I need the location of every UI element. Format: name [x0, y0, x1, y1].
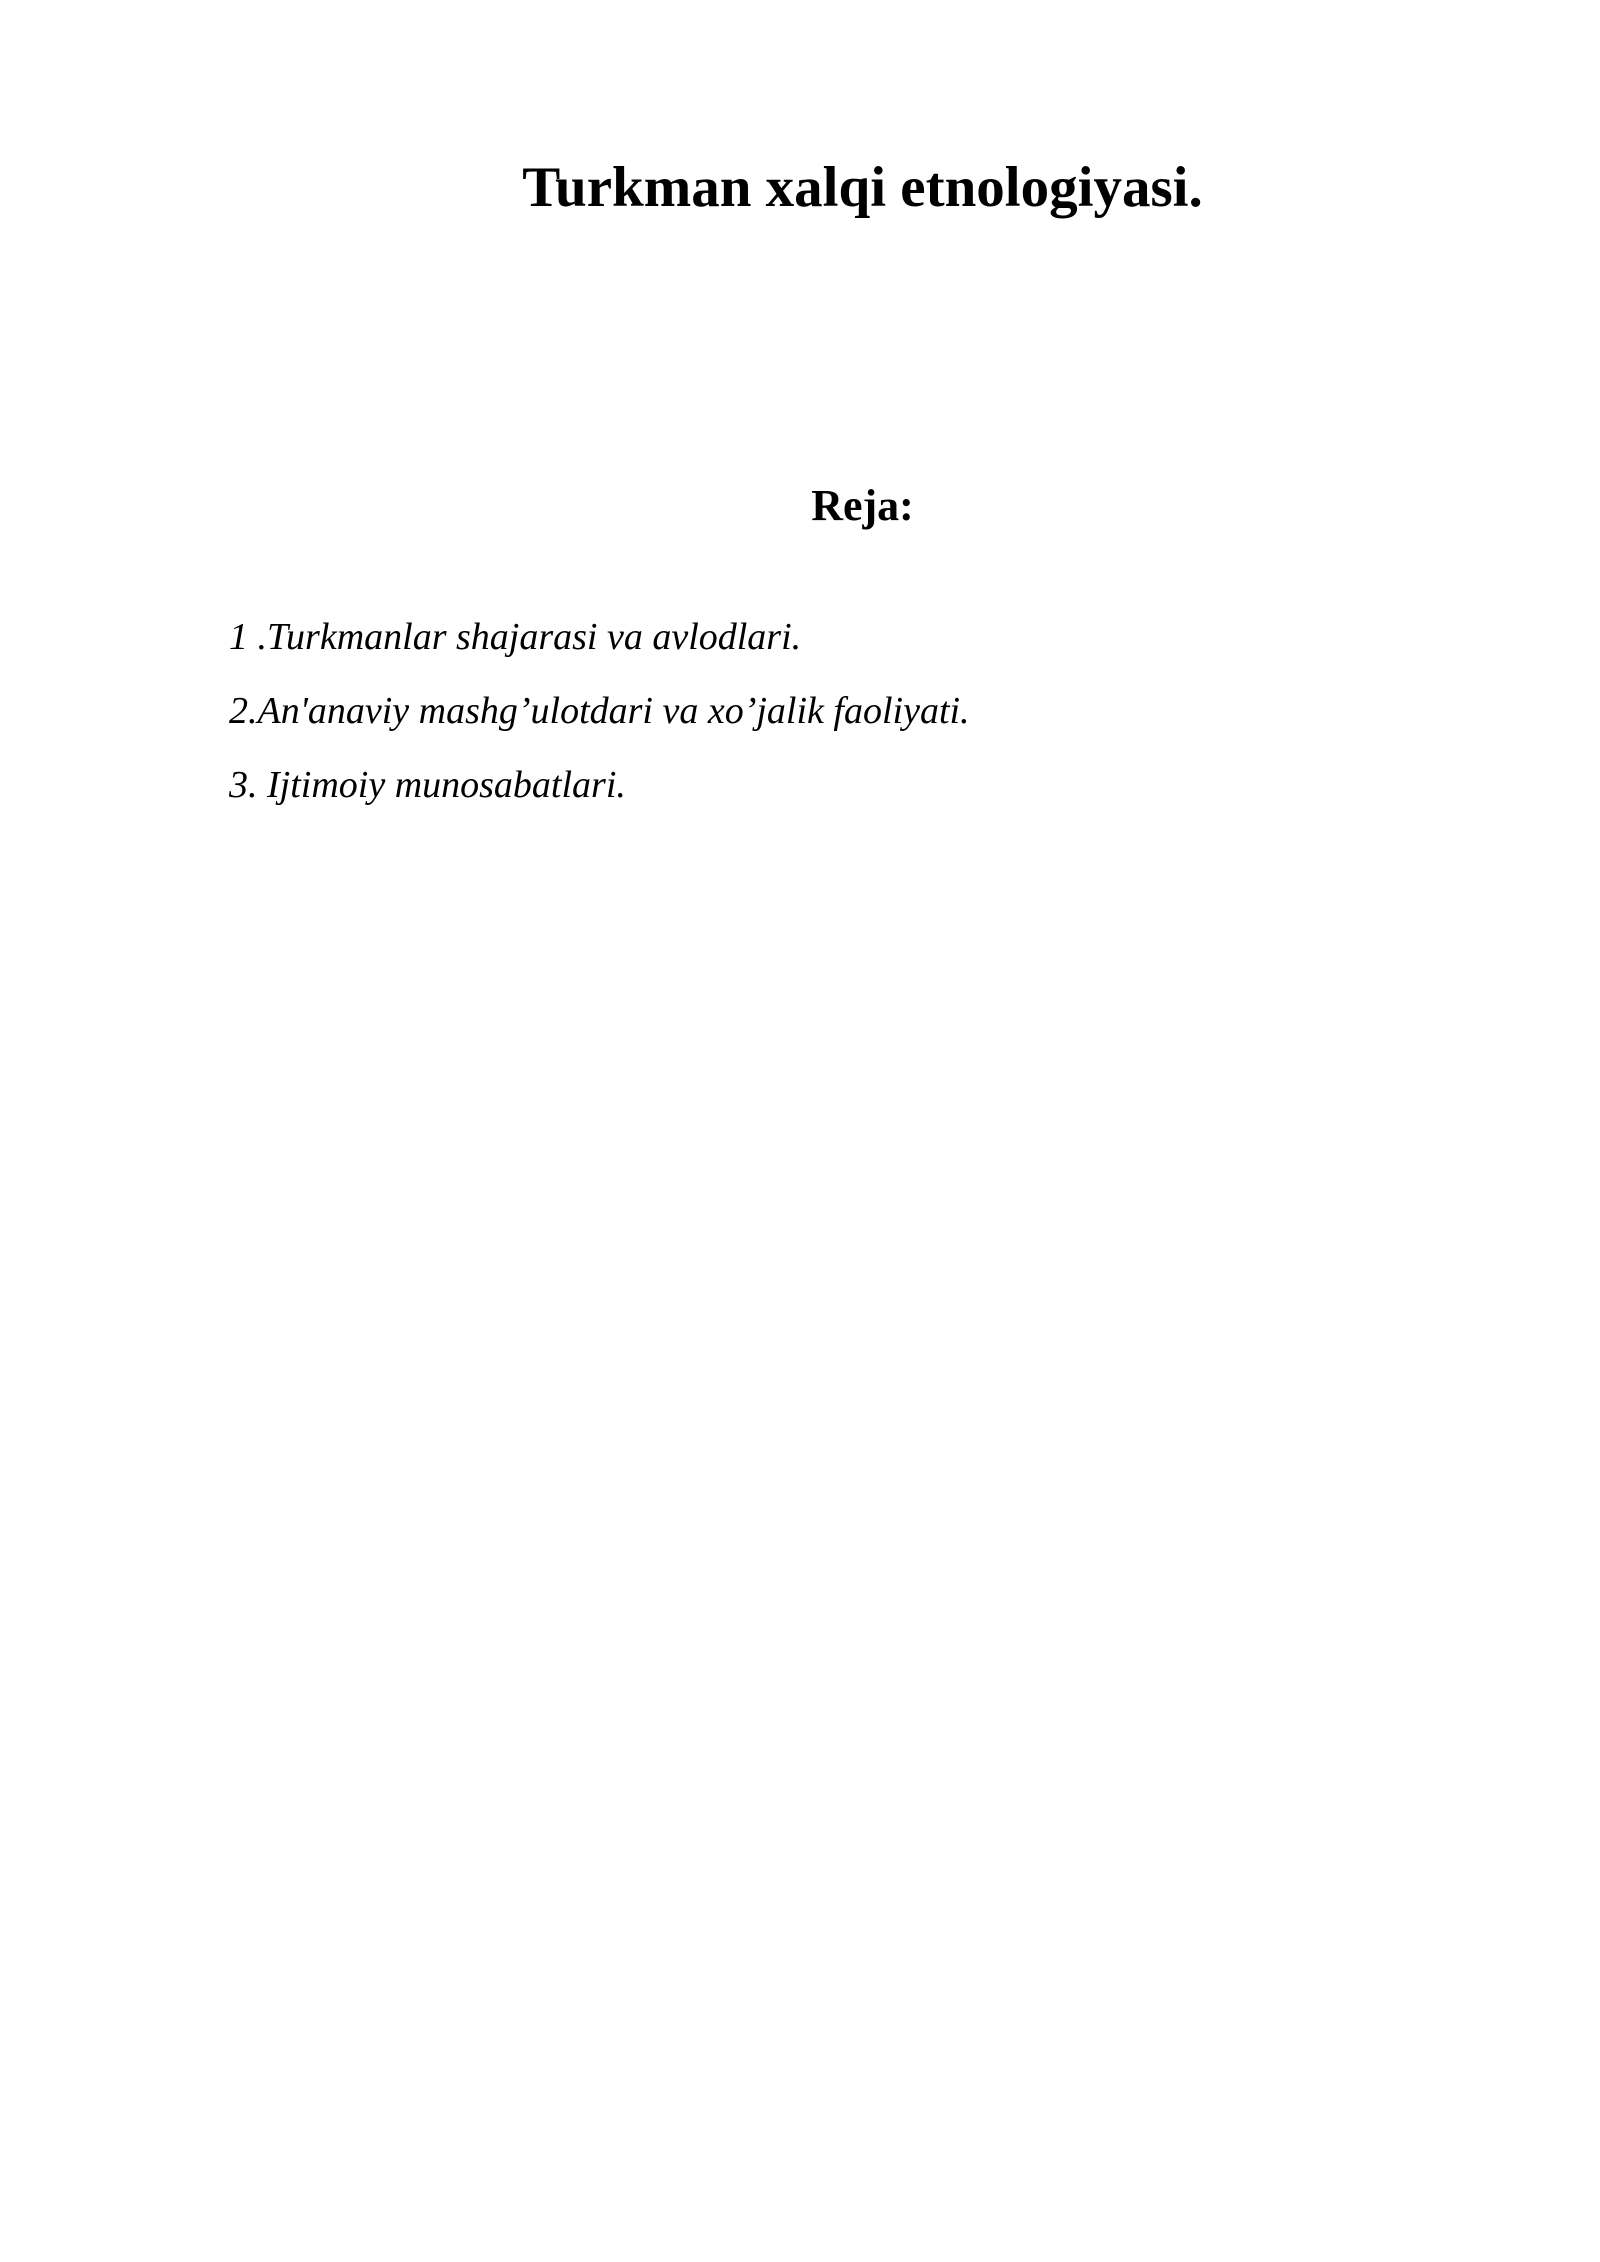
plan-heading: Reja: [811, 481, 914, 530]
document-title: Turkman xalqi etnologiyasi. [522, 156, 1203, 219]
plan-item-1: 1 .Turkmanlar shajarasi va avlodlari. [229, 616, 802, 658]
plan-item-2: 2.An'anaviy mashg’ulotdari va xo’jalik faoliyati. [229, 690, 970, 732]
plan-item-3: 3. Ijtimoiy munosabatlari. [229, 764, 626, 806]
plan-list [229, 600, 970, 822]
